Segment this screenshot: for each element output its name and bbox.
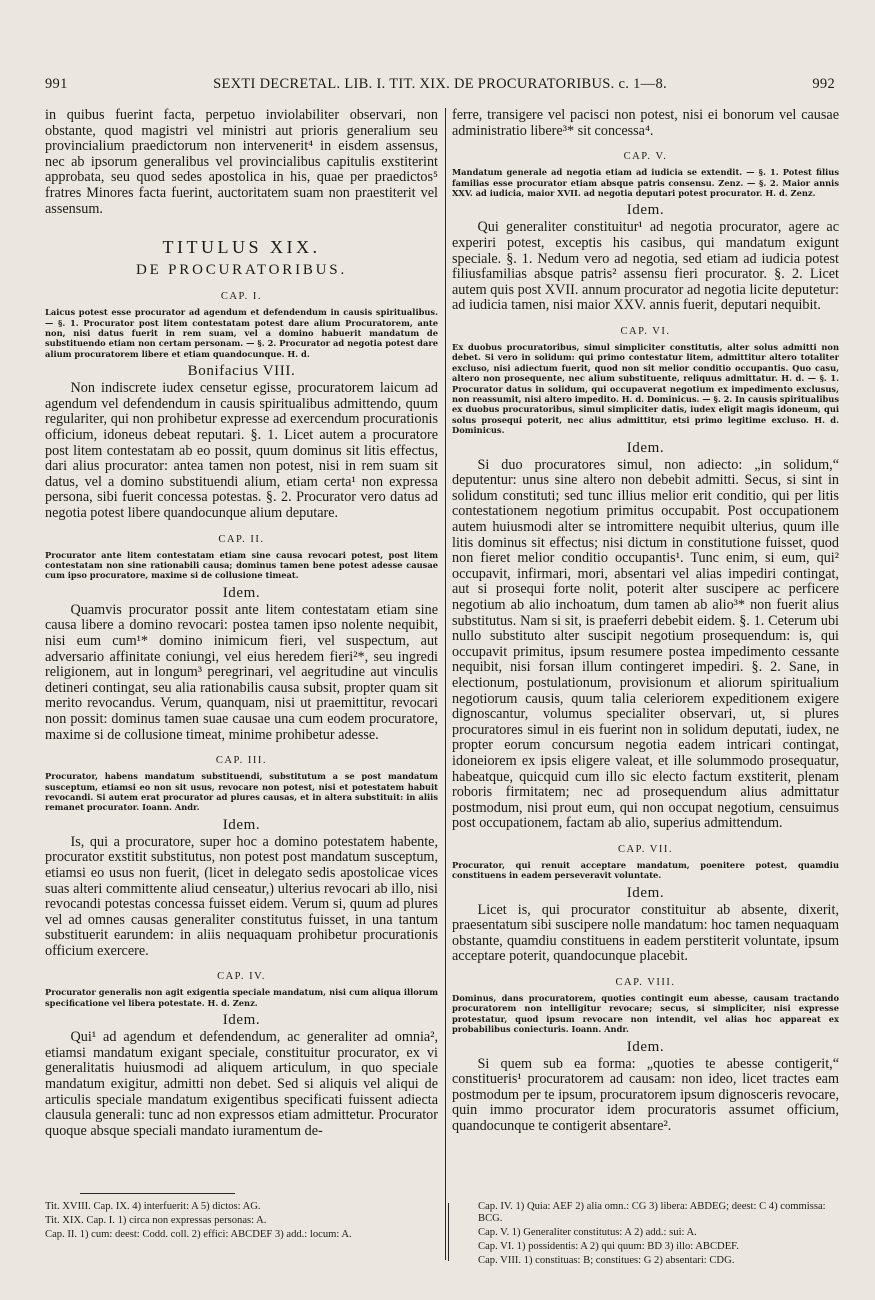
titulus-name: DE PROCURATORIBUS. <box>136 262 347 279</box>
right-column <box>452 108 839 1135</box>
chapter-text: Licet is, qui procurator constituitur ab absente, dixerit, praesentatum sibi suscipere nolle mandatum: hoc tamen nequaquam obstante, quamdiu constituens in eadem perstiterit voluntate, ipsum acceptare poterit, quandocunque placebit. <box>452 901 839 965</box>
footnotes-right <box>478 1201 839 1268</box>
footnote: Cap. II. 1) cum: deest: Codd. coll. 2) effici: ABCDEF 3) add.: locum: A. <box>45 1228 352 1240</box>
titulus-heading: TITULUS XIX. <box>162 237 321 258</box>
chapter-text: Is, qui a procuratore, super hoc a domino potestatem habente, procurator exstitit substitutus, non potest post mandatum susceptum, etiamsi eo usus non fuerit, (licet in delegato sedis apostolicae vices suas alteri committente aliud censeatur,) ulterius revocari ab illo, nisi revocandi potestas concessa fuisset eidem. Verum si, quum ad plures vel ad omnes causas generaliter constitutus fuisset, in una tantum substituerit earundem: in aliis nequaquam prohibetur procurationis officium exercere. <box>45 833 438 959</box>
left-column <box>45 108 438 1139</box>
continuation-paragraph: in quibus fuerint facta, perpetuo inviolabiliter observari, non obstante, quod magistri vel ministri aut prioris generalium seu provincialium praedictorum non intervenerit⁴ in eisdem assensus, nec ab ipsorum generalibus vel provincialibus capitulis exstiterint approbata, seu quod sedes apostolica in his, quae per praedictos⁵ fratres Minores facta fuerint, auctoritatem suam non praestiterit vel assensum. <box>45 107 438 217</box>
footnote: Tit. XVIII. Cap. IX. 4) interfuerit: A 5) dictos: AG. <box>45 1201 261 1212</box>
footnote: Cap. VI. 1) possidentis: A 2) qui quum: BD 3) illo: ABCDEF. <box>478 1240 739 1252</box>
chapter-text: Quamvis procurator possit ante litem contestatam etiam sine causa libere a domino revocari: postea tamen ipso nolente nequibit, nisi eum cum¹* domino inimicum fieri, vel suspectum, aut adversario affinitate coniungi, vel eius heredem fieri²*, seu ingredi religionem, aut in longum³ peregrinari, vel aegritudine aut vinculis detineri contingat, seu alia rationabilis causa subsit, propter quam sit merito revocandus. Verum, quanquam, nisi ut praemittitur, revocari non possit: dominus tamen suae causae una cum eodem procuratore, maxime si de collusione timeat, minime prohibetur adesse. <box>45 601 438 743</box>
chapter-text: Si quem sub ea forma: „quoties te abesse contigerit,“ constitueris¹ procuratorem ad causam: non ideo, licet tractes eam postmodum per te ipsum, procuratorem ipsum dignosceris revocare, quin immo procurator idem procuratoris assumet officium, quandocunque te contigerit absentare². <box>452 1055 839 1135</box>
column-divider <box>445 108 446 1260</box>
chapter-summary: Mandatum generale ad negotia etiam ad iudicia se extendit. — §. 1. Potest filius familias esse procurator etiam absque patris consensu. Zenz. — §. 2. Maior annis XXV. ad iudicia, maior XVII. ad negotia deputari potest procurator. H. d. Zenz. <box>452 167 839 198</box>
chapter-author: Idem. <box>626 439 665 456</box>
chapter-summary: Procurator ante litem contestatam etiam sine causa revocari potest, post litem contestatam non sine rationabili causa; dominus tamen bene potest adesse causae cum ipso procuratore, maxime si de collusione timeat. <box>45 549 438 581</box>
chapter-text: Qui¹ ad agendum et defendendum, ac generaliter ad omnia², etiamsi mandatum exigant speciale, constituitur procurator, ex vi generalitatis huiusmodi ad aliquem articulum, in quo speciale mandatum exigitur, admitti non debet. Sed si aliquis vel aliqui de articulis speciale mandatum exigentibus specificati fuissent adiecta clausula generali: tunc ad non expressos etiam admittetur. Procurator quoque absque speciali mandato iuramentum de- <box>45 1029 438 1139</box>
footnotes-left <box>45 1201 438 1242</box>
chapter-author: Idem. <box>626 1038 665 1055</box>
footnote: Cap. V. 1) Generaliter constitutus: A 2) add.: sui: A. <box>478 1227 697 1239</box>
chapter-summary: Procurator generalis non agit exigentia speciale mandatum, nisi cum aliqua illorum specificatione vel libera potestate. H. d. Zenz. <box>45 987 438 1008</box>
chapter-summary: Dominus, dans procuratorem, quoties contingit eum abesse, causam tractando procuratorem non intelligitur revocare; secus, si simpliciter, nisi expresse protestatur, quod ipsum revocare non intendit, vel alias hoc appareat ex probabilibus coniecturis. Ioann. Andr. <box>452 993 839 1035</box>
chapter-summary: Ex duobus procuratoribus, simul simpliciter constitutis, alter solus admitti non debet. Si vero in solidum: qui primo contestatur litem, admittitur altero totaliter excluso, nisi adiectum fuerit, quod non sit melior conditio occupantis. Quo casu, altero non prosequente, nec alium substituente, reliquus admittatur. H. d. — §. 1. Procurator datus in solidum, qui occupaverat negotium ex impedimento exclusus, non reassumit, nisi altero impedito. H. d. Dominicus. — §. 2. In causis spiritualibus ex duobus procuratoribus, simul simpliciter datis, iudex eligit magis idoneum, qui solus prosequi poterit, nec alius admittitur, etsi primo legitime excluso. H. d. Dominicus. <box>452 341 839 436</box>
page-number-left: 991 <box>45 76 68 92</box>
chapter-heading: CAP. I. <box>220 291 263 303</box>
running-header <box>45 76 835 96</box>
chapter-text: Qui generaliter constituitur¹ ad negotia procurator, agere ac experiri potest, exceptis his casibus, qui mandatum exigunt speciale. §. 1. Nedum vero ad negotia, sed etiam ad iudicia potest filiusfamilias absque patris² assensu fieri procurator. §. 2. Licet autem quis post XVII. annum procurator ad negotia licite deputetur: ad iudicia tamen, nisi maior XXV. annis fuerit, deputari nequibit. <box>452 219 839 314</box>
chapter-heading: CAP. II. <box>218 533 265 545</box>
chapter-heading: CAP. V. <box>623 151 668 163</box>
chapter-heading: CAP. III. <box>215 755 268 767</box>
footnote: Cap. IV. 1) Quia: AEF 2) alia omn.: CG 3) libera: ABDEG; deest: C 4) commissa: BCG. <box>478 1201 826 1225</box>
page-number-right: 992 <box>812 76 835 92</box>
chapter-author: Idem. <box>222 584 261 601</box>
running-title: SEXTI DECRETAL. LIB. I. TIT. XIX. DE PROCURATORIBUS. c. 1—8. <box>213 76 667 92</box>
footnote: Tit. XIX. Cap. I. 1) circa non expressas personas: A. <box>45 1214 267 1226</box>
chapter-author: Idem. <box>222 816 261 833</box>
continuation-paragraph: ferre, transigere vel pacisci non potest, nisi ei bonorum vel causae administratio libere³* sit concessa⁴. <box>452 107 839 139</box>
chapter-heading: CAP. VIII. <box>615 977 676 989</box>
chapter-author: Bonifacius VIII. <box>187 363 296 380</box>
chapter-text: Si duo procuratores simul, non adiecto: „in solidum,“ deputentur: unus sine altero non debebit admitti. Secus, si sint in solidum constituti; sed tunc illius melior erit conditio, qui per litis contestationem negotium primitus occupabit. Post occupationem autem huiusmodi alter se intromittere nequibit ulterius, quum ille litis dominus sit effectus; nisi dictum in constitutione fuisset, quod non fieret melior conditio occupantis¹. Tunc enim, si eum, qui² occupavit, infirmari, mori, absentari vel alias impediri contingat, aut si prosequi forte nolit, poterit alter suscipere ac perficere negotium ab alio inchoatum, dum tamen ab alio³* non fuerit alius substitutus. Nam si sit, is praeferri debebit eidem. §. 1. Ceterum ubi nullo substituto alter suscipit negotium prosequendum: is, qui occupavit primitus, ipsum resumere postea impedimento cessante nequibit, nisi forsan illum contingeret impediri. §. 2. Sane, in electionum, postulationum, provisionum et aliorum spiritualium negotiorum causis, quum talia celeriorem expeditionem exigere dignoscantur, volumus specialiter observari, ut, si plures procuratores simul in eis fuerint non in solidum deputati, iudex, ne propter eorum concursum negotia eadem intricari contingat, idoneiorem ex ipsis eligere valeat, et ille solummodo prosequatur, habeatque, quicquid cum illo sic electo factum exstiterit, plenam roboris firmitatem; nec ad prosequendum alius admittatur postmodum, nisi prout eum, qui non occupat negotium, censuimus post occupationem, factam ab alio, superius admittendum. <box>452 456 839 832</box>
footnote-rule <box>80 1193 235 1194</box>
chapter-heading: CAP. IV. <box>217 971 266 983</box>
chapter-author: Idem. <box>222 1012 261 1029</box>
chapter-heading: CAP. VII. <box>617 843 674 855</box>
footnote: Cap. VIII. 1) constituas: B; constitues: G 2) absentari: CDG. <box>478 1254 735 1266</box>
chapter-author: Idem. <box>626 884 665 901</box>
chapter-text: Non indiscrete iudex censetur egisse, procuratorem laicum ad agendum vel defendendum in causis spiritualibus admittendo, quum regulariter, qui non prohibetur expresse ad exercendum procurationis officium, idoneus debeat reputari. §. 1. Licet autem a procuratore post litem contestatam ab eo possit, quum dominus sit litis effectus, dari alius procurator: antea tamen non potest, nisi in rem suam sit datus, vel a domino substituendi alium, etiam certa¹ non expressa persona, sibi fuerit concessa potestas. §. 2. Procurator vero datus ad negotia potest libere quandocunque alium deputare. <box>45 380 438 521</box>
chapter-heading: CAP. VI. <box>620 325 671 337</box>
footnote-divider <box>448 1203 449 1261</box>
chapter-summary: Laicus potest esse procurator ad agendum et defendendum in causis spiritualibus. — §. 1. Procurator post litem contestatam potest dare alium Procuratorem, ante non, nisi datus fuerit in rem suam, vel a domino habuerit mandatum de substituendo etiam non certam personam. — §. 2. Procurator ad negotia potest dare alium procuratorem libere et etiam quandocunque. H. d. <box>45 307 438 359</box>
chapter-summary: Procurator, habens mandatum substituendi, substitutum a se post mandatum susceptum, etiamsi eo non sit usus, revocare non potest, nisi et potestatem habuit revocandi. Si autem erat procurator ad plures causas, et in altera substituit: in aliis remanet procurator. Ioann. Andr. <box>45 771 438 813</box>
chapter-summary: Procurator, qui renuit acceptare mandatum, poenitere potest, quamdiu constituens in eadem perseveravit voluntate. <box>452 859 839 881</box>
chapter-author: Idem. <box>626 202 665 219</box>
